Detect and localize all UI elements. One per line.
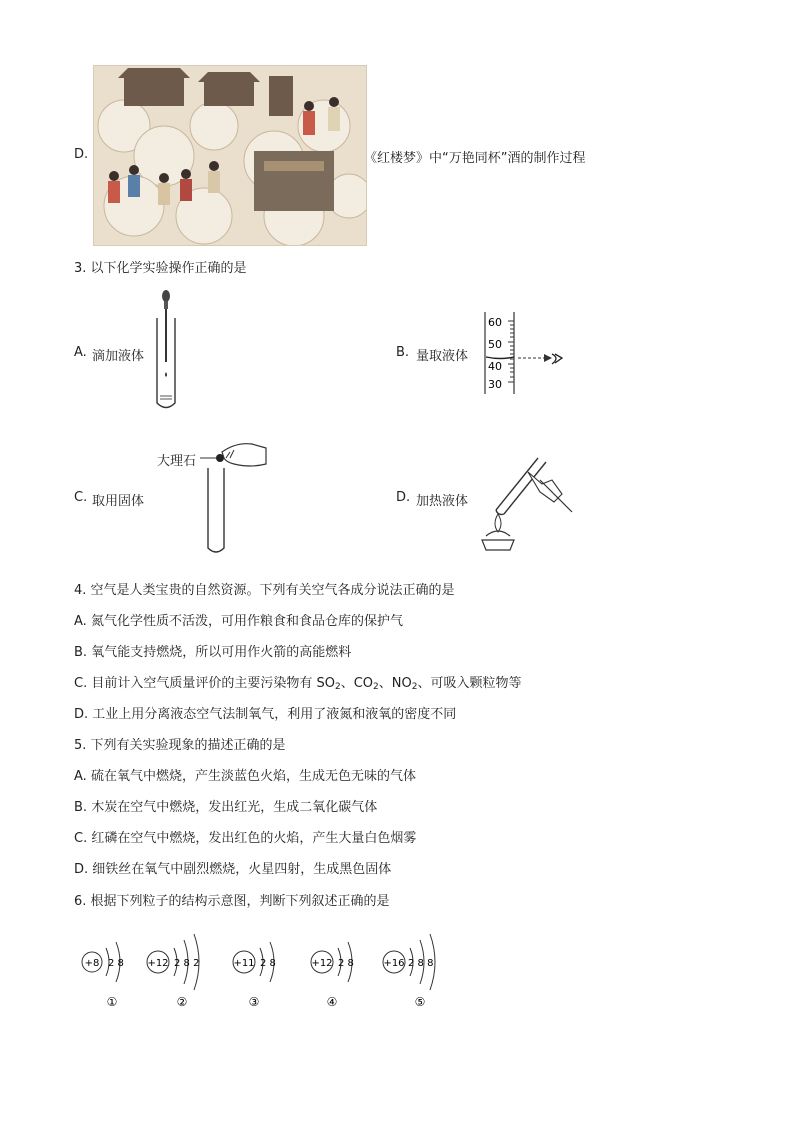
q6-stem: 6. 根据下列粒子的结构示意图，判断下列叙述正确的是 (74, 894, 390, 909)
particle-4 (311, 942, 354, 1009)
cylinder-tick-60: 60 (488, 316, 502, 329)
q4-option-c: C. 目前计入空气质量评价的主要污染物有 $SO_2$、$CO_2$、$NO_2$、可吸入颗粒物等 (74, 676, 522, 692)
svg-text:①: ① (106, 995, 118, 1009)
marble-testtube-figure (200, 438, 270, 558)
dropper-testtube-figure (150, 288, 182, 414)
particle-2 (147, 934, 199, 1009)
heating-liquid-figure (474, 450, 578, 554)
svg-text:+12: +12 (311, 958, 333, 969)
q3-option-d-letter: D. (396, 490, 411, 505)
q3-option-b-letter: B. (396, 345, 410, 360)
svg-text:2 8 8: 2 8 8 (408, 958, 434, 969)
measuring-cylinder-figure (482, 310, 570, 394)
svg-text:+11: +11 (233, 958, 255, 969)
particle-1 (82, 942, 124, 1009)
q3-option-c-text: 取用固体 (92, 494, 145, 509)
marble-label: 大理石 (157, 454, 197, 469)
q3-option-b-text: 量取液体 (416, 349, 469, 364)
q4-option-b: B. 氧气能支持燃烧，所以可用作火箭的高能燃料 (74, 645, 352, 660)
q4-option-d: D. 工业上用分离液态空气法制氧气，利用了液氮和液氧的密度不同 (74, 707, 457, 722)
q5-option-c: C. 红磷在空气中燃烧，发出红色的火焰，产生大量白色烟雾 (74, 831, 417, 846)
svg-text:+12: +12 (147, 958, 169, 969)
svg-text:+8: +8 (84, 958, 100, 969)
svg-text:2 8: 2 8 (108, 958, 124, 969)
svg-text:②: ② (176, 995, 188, 1009)
q4-option-a: A. 氮气化学性质不活泼，可用作粮食和食品仓库的保护气 (74, 614, 403, 629)
q3-stem: 3. 以下化学实验操作正确的是 (74, 261, 247, 276)
cylinder-tick-50: 50 (488, 338, 502, 351)
svg-text:2 8 2: 2 8 2 (174, 958, 200, 969)
svg-text:2 8: 2 8 (338, 958, 354, 969)
svg-text:+16: +16 (383, 958, 405, 969)
q3-option-d-text: 加热液体 (416, 494, 469, 509)
honglou-painting (93, 65, 367, 246)
q3-option-a-letter: A. (74, 345, 87, 360)
painting-illustration (94, 66, 366, 245)
q3-option-a-text: 滴加液体 (92, 349, 145, 364)
svg-text:2 8: 2 8 (260, 958, 276, 969)
q5-option-b: B. 木炭在空气中燃烧，发出红光，生成二氧化碳气体 (74, 800, 378, 815)
svg-text:⑤: ⑤ (414, 995, 426, 1009)
q5-option-d: D. 细铁丝在氧气中剧烈燃烧，火星四射，生成黑色固体 (74, 862, 392, 877)
particle-5 (383, 934, 435, 1009)
cylinder-tick-40: 40 (488, 360, 502, 373)
q2-option-d-text: 《红楼梦》中“万艳同杯”酒的制作过程 (364, 151, 586, 166)
cylinder-tick-30: 30 (488, 378, 502, 391)
svg-text:④: ④ (326, 995, 338, 1009)
q4-stem: 4. 空气是人类宝贵的自然资源。下列有关空气各成分说法正确的是 (74, 583, 455, 598)
q2-option-d-letter: D. (74, 147, 89, 162)
q3-option-c-letter: C. (74, 490, 88, 505)
svg-text:③: ③ (248, 995, 260, 1009)
particle-diagrams (78, 922, 450, 1012)
particle-3 (233, 942, 276, 1009)
q5-option-a: A. 硫在氧气中燃烧，产生淡蓝色火焰，生成无色无味的气体 (74, 769, 416, 784)
q5-stem: 5. 下列有关实验现象的描述正确的是 (74, 738, 286, 753)
